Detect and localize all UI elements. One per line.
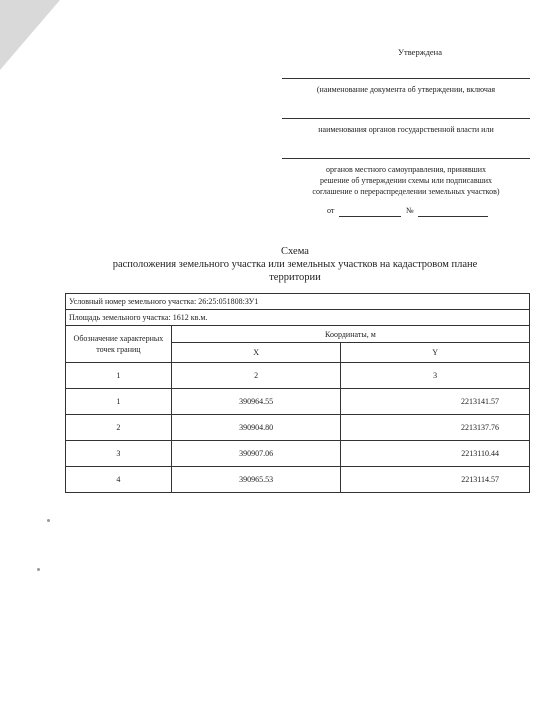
coords-header: Координаты, м bbox=[171, 326, 529, 343]
number-label: № bbox=[406, 206, 414, 215]
approval-note-5: соглашение о перераспределении земельных участков) bbox=[312, 187, 500, 196]
table-row bbox=[66, 415, 530, 441]
signature-line-3 bbox=[282, 158, 530, 159]
conditional-number: Условный номер земельного участка: 26:25:051808:ЗУ1 bbox=[66, 294, 530, 310]
y-cell: 2213110.44 bbox=[341, 441, 530, 467]
approved-label: Утверждена bbox=[397, 47, 442, 57]
point-cell: 2 bbox=[66, 415, 172, 441]
coordinates-table bbox=[65, 293, 530, 493]
number-line bbox=[418, 216, 488, 217]
point-header: Обозначение характерных точек границ bbox=[66, 326, 172, 363]
approval-note-1: (наименование документа об утверждении, включая bbox=[316, 85, 496, 94]
y-cell: 2213141.57 bbox=[341, 389, 530, 415]
y-cell: 2213114.57 bbox=[341, 467, 530, 493]
x-cell: 390907.06 bbox=[171, 441, 341, 467]
parcel-area: Площадь земельного участка: 1612 кв.м. bbox=[66, 310, 530, 326]
y-cell: 2213137.76 bbox=[341, 415, 530, 441]
col-number-3: 3 bbox=[341, 363, 530, 389]
date-from-label: от bbox=[327, 206, 335, 215]
table-row bbox=[66, 441, 530, 467]
scheme-subtitle-cont: территории bbox=[269, 272, 321, 283]
col-number-2: 2 bbox=[171, 363, 341, 389]
signature-line-2 bbox=[282, 118, 530, 119]
approval-note-4: решение об утверждении схемы или подписавших bbox=[319, 176, 493, 185]
point-cell: 1 bbox=[66, 389, 172, 415]
scheme-title: Схема bbox=[281, 246, 309, 257]
scan-speck bbox=[47, 519, 50, 522]
x-cell: 390965.53 bbox=[171, 467, 341, 493]
scan-speck bbox=[37, 568, 40, 571]
table-row bbox=[66, 389, 530, 415]
folded-page-corner bbox=[0, 0, 60, 70]
x-header: X bbox=[171, 343, 341, 363]
col-number-1: 1 bbox=[66, 363, 172, 389]
approval-note-3: органов местного самоуправления, принявших bbox=[325, 165, 487, 174]
signature-line-1 bbox=[282, 78, 530, 79]
approval-note-2: наименования органов государственной власти или bbox=[318, 125, 494, 134]
date-line bbox=[339, 216, 401, 217]
table-row bbox=[66, 467, 530, 493]
x-cell: 390964.55 bbox=[171, 389, 341, 415]
y-header: Y bbox=[341, 343, 530, 363]
point-cell: 4 bbox=[66, 467, 172, 493]
x-cell: 390904.80 bbox=[171, 415, 341, 441]
scheme-subtitle: расположения земельного участка или земельных участков на кадастровом плане bbox=[112, 259, 478, 270]
point-cell: 3 bbox=[66, 441, 172, 467]
